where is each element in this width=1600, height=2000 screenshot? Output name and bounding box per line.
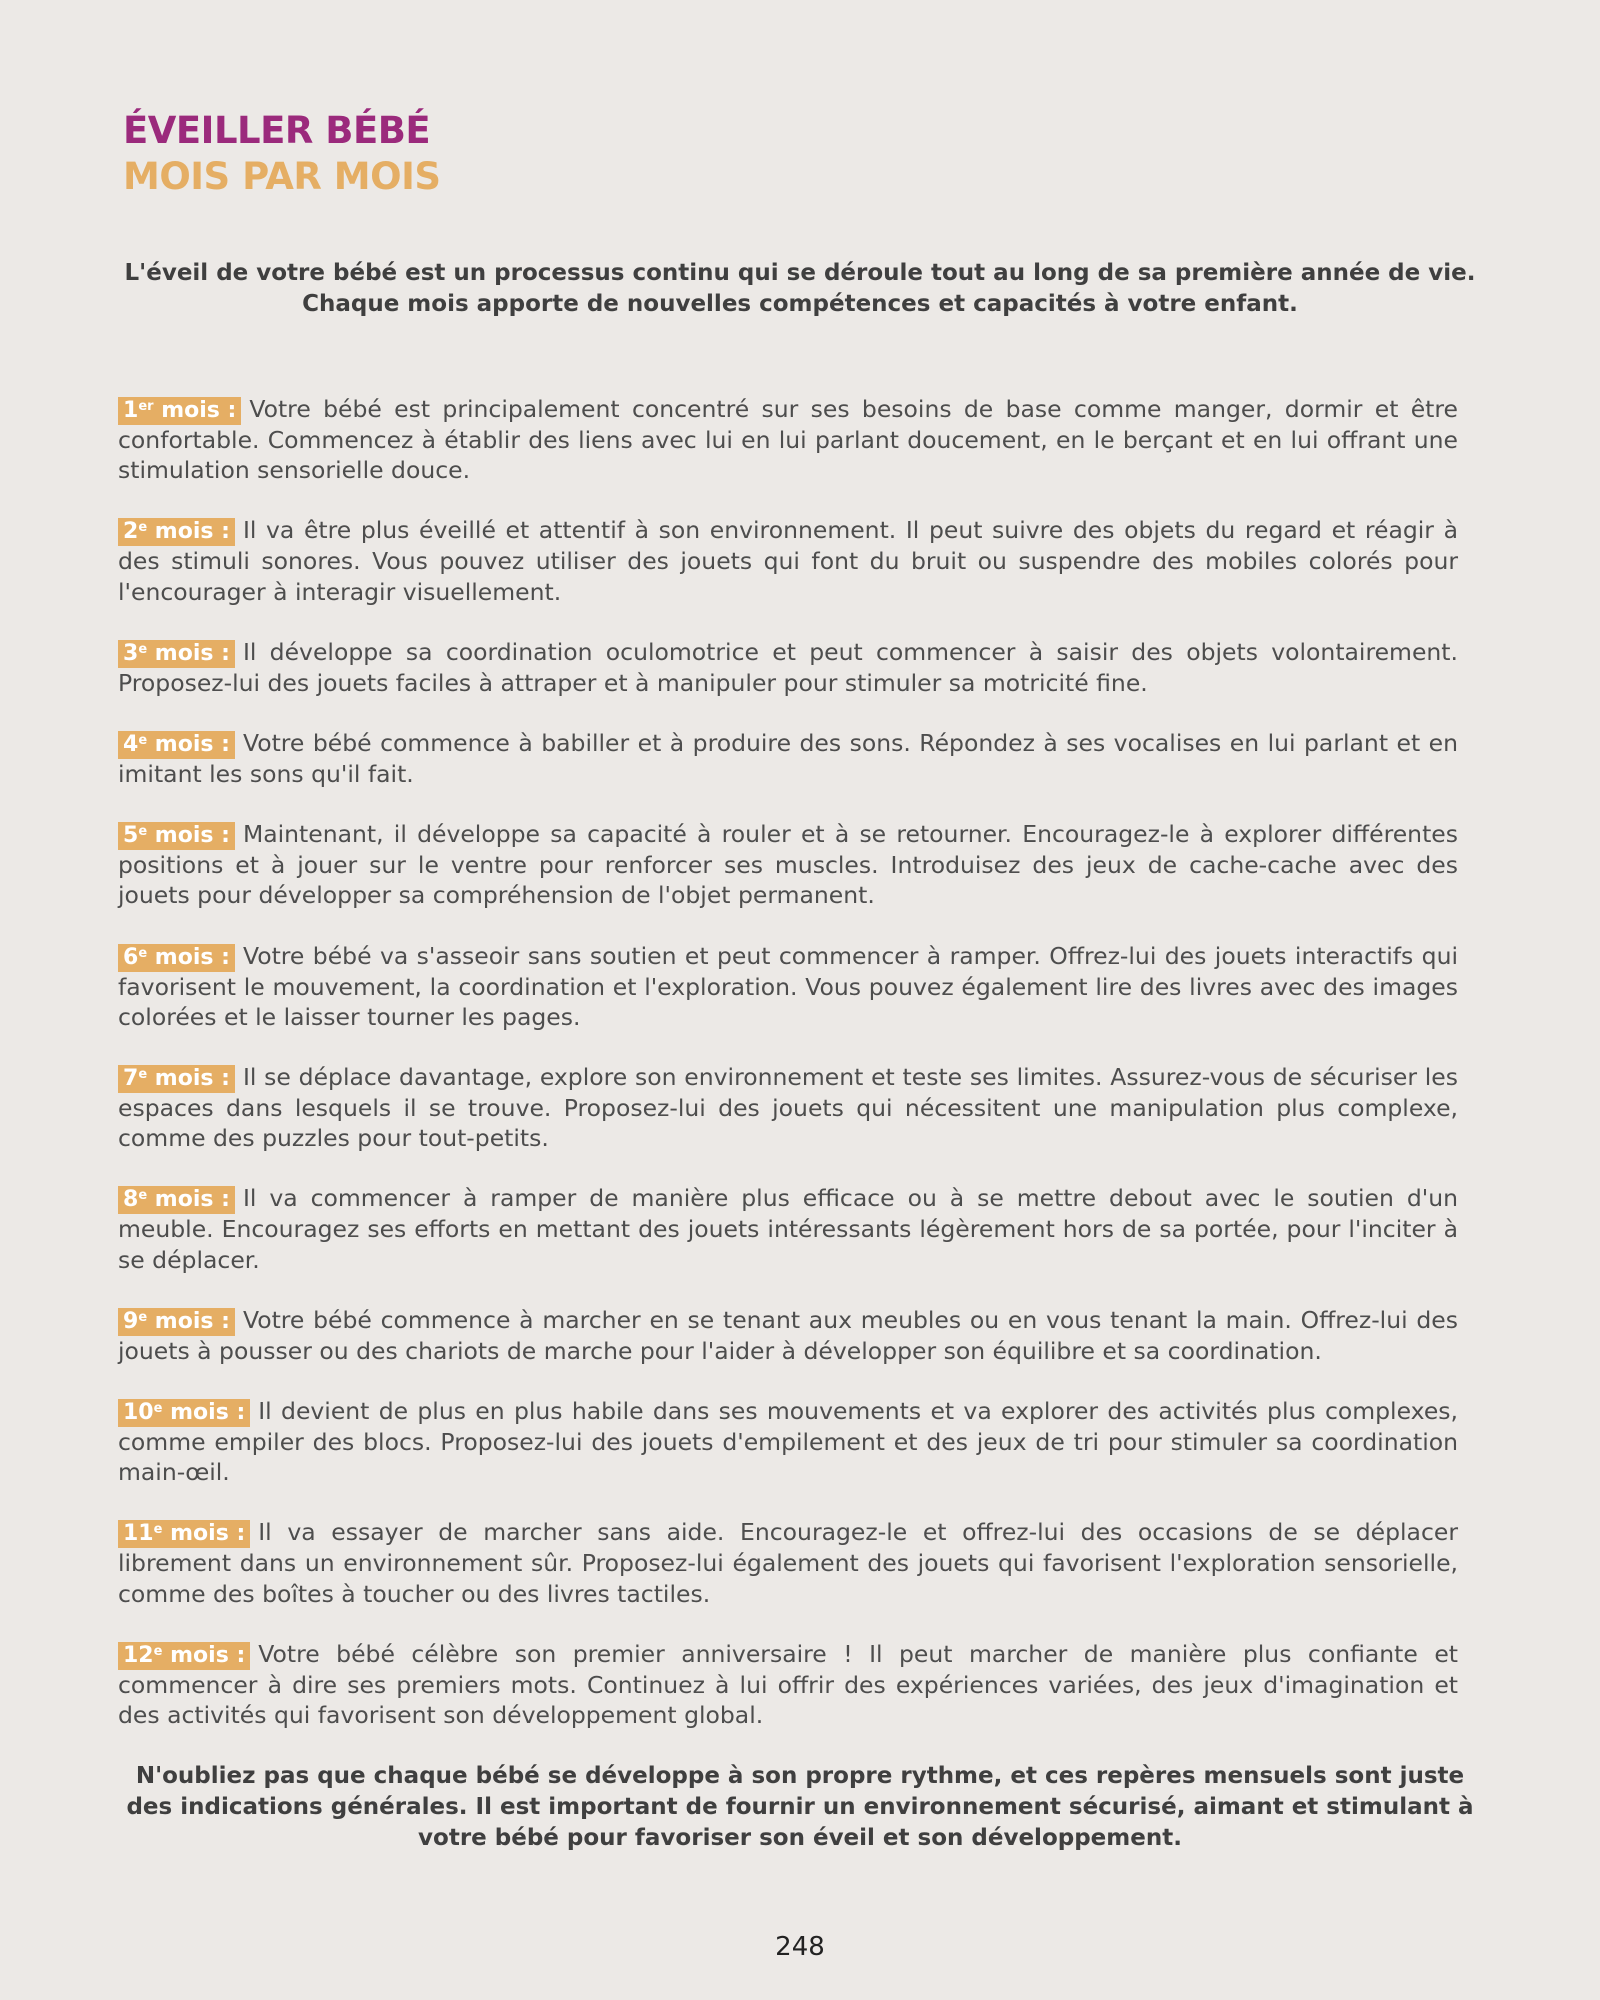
month-text: Votre bébé commence à babiller et à produire des sons. Répondez à ses vocalises en lui parlant et en imitant les sons qu'il fait. (118, 729, 1458, 789)
month-entry-1 (118, 394, 1458, 485)
month-text: Votre bébé célèbre son premier anniversaire ! Il peut marcher de manière plus confiante et commencer à dire ses premiers mots. Continuez à lui offrir des expériences variées, des jeux d'imagination et des activités qui favorisent son développement global. (118, 1639, 1458, 1730)
month-label: 3e mois : (118, 640, 235, 668)
month-text: Il se déplace davantage, explore son environnement et teste ses limites. Assurez-vous de sécuriser les espaces dans lesquels il se trouve. Proposez-lui des jouets qui nécessitent une manipulation plus complexe, comme des puzzles pour tout-petits. (118, 1063, 1458, 1153)
month-entry-4 (118, 728, 1458, 789)
month-label: 8e mois : (118, 1186, 235, 1214)
month-label: 1er mois : (118, 397, 241, 425)
title-line-2: MOIS PAR MOIS (123, 155, 441, 198)
month-label: 12e mois : (118, 1642, 250, 1670)
month-list (118, 394, 1458, 1730)
month-label: 9e mois : (118, 1308, 235, 1336)
month-entry-5 (118, 819, 1458, 910)
page-title (123, 108, 441, 200)
month-label: 10e mois : (118, 1399, 250, 1427)
month-label: 2e mois : (118, 518, 235, 546)
closing-paragraph: N'oubliez pas que chaque bébé se développe à son propre rythme, et ces repères mensuels sont juste des indications générales. Il est important de fournir un environnement sécurisé, aimant et stimulant à votre bébé pour favoriser son éveil et son développement. (126, 1763, 1474, 1851)
month-entry-7 (118, 1062, 1458, 1153)
month-entry-12 (118, 1639, 1458, 1730)
month-text: Maintenant, il développe sa capacité à rouler et à se retourner. Encouragez-le à explorer différentes positions et à jouer sur le ventre pour renforcer ses muscles. Introduisez des jeux de cache-cache avec des jouets pour développer sa compréhension de l'objet permanent. (118, 820, 1458, 910)
month-entry-11 (118, 1517, 1458, 1608)
month-text: Votre bébé va s'asseoir sans soutien et peut commencer à ramper. Offrez-lui des jouets interactifs qui favorisent le mouvement, la coordination et l'exploration. Vous pouvez également lire des livres avec des images colorées et le laisser tourner les pages. (118, 941, 1458, 1031)
month-entry-3 (118, 637, 1458, 698)
month-entry-10 (118, 1396, 1458, 1487)
month-text: Votre bébé commence à marcher en se tenant aux meubles ou en vous tenant la main. Offrez-lui des jouets à pousser ou des chariots de marche pour l'aider à développer son équilibre et sa coordination. (118, 1305, 1458, 1365)
month-text: Il devient de plus en plus habile dans ses mouvements et va explorer des activités plus complexes, comme empiler des blocs. Proposez-lui des jouets d'empilement et des jeux de tri pour stimuler sa coordination main-œil. (118, 1397, 1458, 1487)
month-entry-2 (118, 515, 1458, 606)
month-text: Il va commencer à ramper de manière plus efficace ou à se mettre debout avec le soutien d'un meuble. Encouragez ses efforts en mettant des jouets intéressants légèrement hors de sa portée, pour l'inciter à se déplacer. (118, 1184, 1458, 1274)
month-entry-6 (118, 941, 1458, 1032)
month-text: Il va être plus éveillé et attentif à son environnement. Il peut suivre des objets du regard et réagir à des stimuli sonores. Vous pouvez utiliser des jouets qui font du bruit ou suspendre des mobiles colorés pour l'encourager à interagir visuellement. (118, 516, 1458, 606)
month-text: Votre bébé est principalement concentré sur ses besoins de base comme manger, dormir et être confortable. Commencez à établir des liens avec lui en lui parlant doucement, en le berçant et en lui offrant une stimulation sensorielle douce. (118, 395, 1458, 485)
intro-paragraph: L'éveil de votre bébé est un processus continu qui se déroule tout au long de sa première année de vie. Chaque mois apporte de nouvelles compétences et capacités à votre enfant. (124, 260, 1476, 317)
month-entry-9 (118, 1305, 1458, 1366)
month-label: 4e mois : (118, 731, 235, 759)
month-text: Il va essayer de marcher sans aide. Encouragez-le et offrez-lui des occasions de se déplacer librement dans un environnement sûr. Proposez-lui également des jouets qui favorisent l'exploration sensorielle, comme des boîtes à toucher ou des livres tactiles. (118, 1518, 1458, 1608)
month-label: 6e mois : (118, 944, 235, 972)
month-label: 7e mois : (118, 1065, 235, 1093)
month-label: 11e mois : (118, 1520, 250, 1548)
page-number: 248 (775, 1932, 825, 1962)
month-entry-8 (118, 1183, 1458, 1274)
month-text: Il développe sa coordination oculomotrice et peut commencer à saisir des objets volontairement. Proposez-lui des jouets faciles à attraper et à manipuler pour stimuler sa motricité fine. (118, 637, 1458, 697)
month-label: 5e mois : (118, 822, 235, 850)
title-line-1: ÉVEILLER BÉBÉ (123, 109, 431, 152)
